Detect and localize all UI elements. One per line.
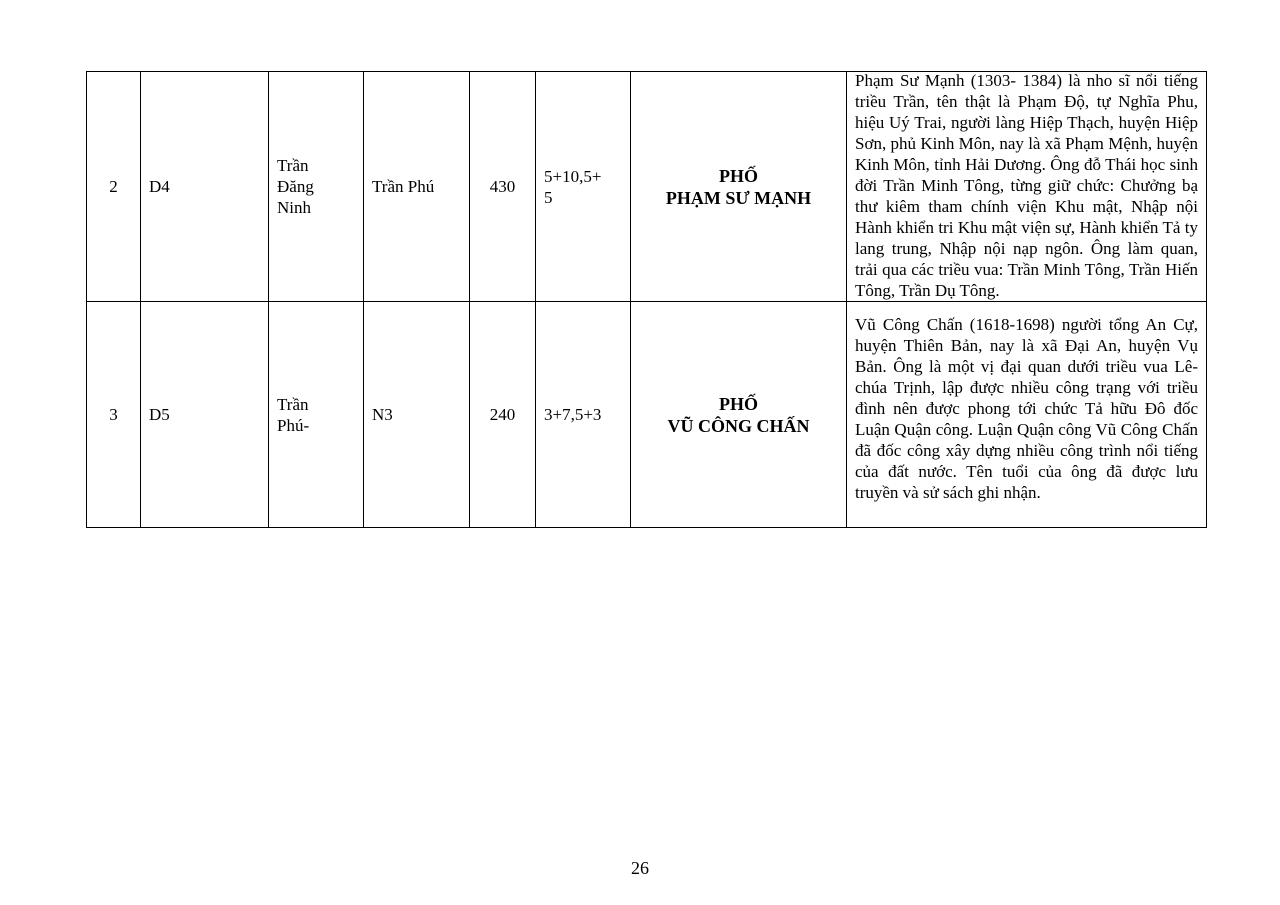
table-row xyxy=(87,302,1207,528)
end-point-cell: N3 xyxy=(364,302,470,528)
table-row xyxy=(87,72,1207,302)
cross-section-text: 5+10,5+ 5 xyxy=(544,166,602,207)
description-cell xyxy=(847,72,1207,302)
street-name-label: PHẠM SƯ MẠNH xyxy=(665,187,812,208)
start-point-text: Trần Đăng Ninh xyxy=(277,156,314,217)
length-cell: 430 xyxy=(470,72,536,302)
row-number-cell: 3 xyxy=(87,302,141,528)
cross-section-cell xyxy=(536,72,631,302)
row-number-cell: 2 xyxy=(87,72,141,302)
end-point-cell: Trần Phú xyxy=(364,72,470,302)
description-text: Phạm Sư Mạnh (1303- 1384) là nho sĩ nổi tiếng triều Trần, tên thật là Phạm Độ, tự Nghĩa Phu, hiệu Uý Trai, người làng Hiệp Thạch, huyện Hiệp Sơn, phủ Kinh Môn, nay là xã Phạm Mệnh, huyện Kinh Môn, tỉnh Hải Dương. Ông đỗ Thái học sinh đời Trần Minh Tông, từng giữ chức: Chưởng bạ thư kiêm tham chính viện Khu mật, Nhập nội Hành khiển tri Khu mật viện sự, Hành khiển Tả ty lang trung, Nhập nội nạp ngôn. Ông làm quan, trải qua các triều vua: Trần Minh Tông, Trần Hiến Tông, Trần Dụ Tông. xyxy=(855,71,1198,300)
road-code-cell: D5 xyxy=(141,302,269,528)
street-name-cell xyxy=(631,302,847,528)
street-name-cell xyxy=(631,72,847,302)
description-cell xyxy=(847,302,1207,528)
start-point-cell xyxy=(269,72,364,302)
street-type-label: PHỐ xyxy=(719,393,758,414)
street-name-label: VŨ CÔNG CHẤN xyxy=(667,415,810,436)
start-point-cell xyxy=(269,302,364,528)
page-number: 26 xyxy=(631,858,649,878)
street-naming-table xyxy=(86,71,1207,528)
cross-section-cell xyxy=(536,302,631,528)
start-point-text: Trần Phú- xyxy=(277,394,310,435)
length-cell: 240 xyxy=(470,302,536,528)
street-type-label: PHỐ xyxy=(719,165,758,186)
cross-section-text: 3+7,5+3 xyxy=(544,405,602,424)
description-text: Vũ Công Chấn (1618-1698) người tổng An Cự, huyện Thiên Bản, nay là xã Đại An, huyện Vụ Bản. Ông là một vị đại quan dưới triều vua Lê- chúa Trịnh, lập được nhiều công trạng với triều đình nên được phong tới chức Tả hữu Đô đốc Luận Quận công. Luận Quận công Vũ Công Chấn đã đốc công xây dựng nhiều công trình nổi tiếng của đất nước. Tên tuổi của ông đã được lưu truyền và sử sách ghi nhận. xyxy=(855,315,1198,502)
road-code-cell: D4 xyxy=(141,72,269,302)
